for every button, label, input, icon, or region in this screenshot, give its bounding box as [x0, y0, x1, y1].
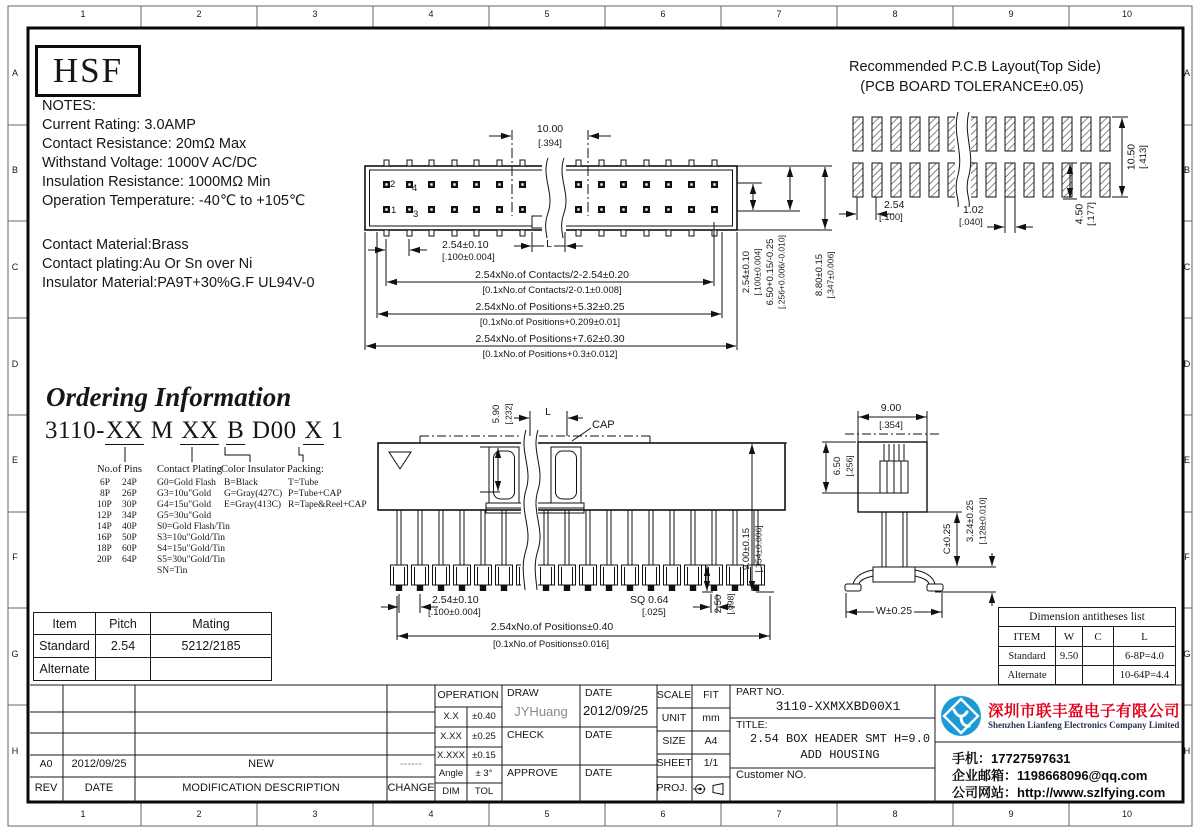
- dim-label: [.354]: [879, 420, 903, 431]
- third-angle-projection-icon: [693, 784, 723, 795]
- company-website: 公司网站：http://www.szlfying.com: [952, 785, 1166, 800]
- color-option: E=Gray(413C): [224, 500, 282, 510]
- approve-label: APPROVE: [507, 767, 558, 779]
- dim-label: 6.50: [832, 456, 844, 476]
- plating-option: S5=30u"Gold/Tin: [157, 555, 226, 565]
- dim-label: 2.54±0.10: [432, 594, 479, 606]
- table-title: Dimension antitheses list: [999, 608, 1176, 627]
- dim-label: 2.54xNo.of Contacts/2-2.54±0.20: [474, 269, 630, 281]
- ruler-col: 2: [196, 9, 202, 19]
- dim-label: 6.50+0.15/-0.25: [765, 238, 777, 306]
- pins-option: 8P: [100, 489, 111, 499]
- pin-number: 1: [391, 205, 397, 216]
- dim-label: 8.80±0.15: [814, 253, 826, 297]
- ruler-row: A: [1183, 68, 1191, 78]
- material-line: Contact Material:Brass: [42, 237, 189, 253]
- note-line: Insulation Resistance: 1000MΩ Min: [42, 174, 271, 190]
- tolerance-cell: ±0.25: [472, 731, 496, 742]
- dim-label: 9.00: [880, 402, 902, 414]
- dim-label: [.347±0.006]: [825, 251, 836, 299]
- ruler-row: B: [11, 165, 19, 175]
- table-cell: Alternate: [34, 658, 96, 681]
- packing-option: P=Tube+CAP: [288, 489, 342, 499]
- table-cell: [151, 658, 272, 681]
- dim-label: 4.50: [1073, 203, 1086, 225]
- ruler-row: C: [1183, 262, 1191, 272]
- dim-label: [.100±0.004]: [442, 252, 495, 263]
- check-label: CHECK: [507, 729, 544, 741]
- dim-label: 2.54±0.10: [741, 250, 753, 294]
- pins-option: 14P: [97, 522, 112, 532]
- partno-value: 3110-XXMXXBD00X1: [775, 699, 901, 714]
- code-part: 3110-: [45, 417, 105, 444]
- ruler-col: 10: [1121, 809, 1133, 819]
- dim-label: [.232]: [503, 403, 514, 425]
- table-cell: 5212/2185: [151, 635, 272, 658]
- tolerance-cell: ±0.40: [472, 711, 496, 722]
- table-header: ITEM: [999, 627, 1056, 647]
- plating-option: G0=Gold Flash: [157, 478, 216, 488]
- dim-label: [.100]: [879, 212, 903, 223]
- dim-label: 2.54±0.10: [442, 239, 489, 251]
- code-part-packing: X: [304, 417, 323, 444]
- partno-label: PART NO.: [736, 686, 785, 698]
- plating-option: S3=10u"Gold/Tin: [157, 533, 226, 543]
- dim-label: [.100±0.004]: [752, 248, 763, 296]
- pins-option: 6P: [100, 478, 111, 488]
- table-cell: 6-8P=4.0: [1114, 647, 1176, 666]
- drawing-title-line: ADD HOUSING: [800, 748, 880, 762]
- rev-header: DATE: [84, 782, 114, 794]
- packing-option: R=Tape&Reel+CAP: [288, 500, 367, 510]
- ruler-col: 9: [1008, 9, 1014, 19]
- tolerance-cell: ±0.15: [472, 750, 496, 761]
- scale-value: FIT: [703, 689, 719, 701]
- dim-label: [.128±0.010]: [977, 497, 988, 545]
- mating-table: [33, 612, 272, 681]
- pins-option: 12P: [97, 511, 112, 521]
- customer-label: Customer NO.: [736, 769, 807, 781]
- ruler-row: G: [11, 649, 19, 659]
- ruler-col: 1: [80, 809, 86, 819]
- pins-option: 26P: [122, 489, 137, 499]
- tolerance-cell: X.X: [443, 711, 459, 722]
- pins-option: 30P: [122, 500, 137, 510]
- table-cell: Standard: [34, 635, 96, 658]
- dim-label: SQ 0.64: [630, 594, 669, 606]
- ruler-col: 2: [196, 809, 202, 819]
- ruler-col: 5: [544, 809, 550, 819]
- date-label: DATE: [585, 729, 613, 741]
- ruler-col: 6: [660, 9, 666, 19]
- ruler-col: 4: [428, 809, 434, 819]
- dim-label: [.413]: [1138, 145, 1150, 169]
- plating-option: S4=15u"Gold/Tin: [157, 544, 226, 554]
- dim-label: [0.1xNo.of Contacts/2-0.1±0.008]: [482, 285, 622, 296]
- ruler-col: 6: [660, 809, 666, 819]
- dimension-antitheses-table: [998, 607, 1176, 685]
- company-logo-icon: [941, 696, 981, 736]
- color-option: B=Black: [224, 478, 258, 488]
- ordering-col-header: Contact Plating: [157, 464, 223, 475]
- material-line: Insulator Material:PA9T+30%G.F UL94V-0: [42, 275, 315, 291]
- pcb-subtitle: (PCB BOARD TOLERANCE±0.05): [860, 79, 1084, 95]
- table-cell: [1083, 647, 1114, 666]
- plating-option: G3=10u"Gold: [157, 489, 212, 499]
- pins-option: 34P: [122, 511, 137, 521]
- ruler-col: 3: [312, 809, 318, 819]
- hsf-logo-text: HSF: [52, 51, 124, 90]
- note-line: Operation Temperature: -40℃ to +105℃: [42, 193, 306, 209]
- dim-label: [0.1xNo.of Positions±0.016]: [492, 639, 610, 650]
- plating-option: S0=Gold Flash/Tin: [157, 522, 230, 532]
- notes-title: NOTES:: [42, 98, 96, 114]
- rev-header: MODIFICATION DESCRIPTION: [182, 782, 340, 794]
- ruler-col: 4: [428, 9, 434, 19]
- color-option: G=Gray(427C): [224, 489, 283, 499]
- company-phone: 手机：17727597631: [952, 751, 1071, 766]
- hsf-logo: [35, 45, 141, 97]
- code-part: 1: [323, 417, 344, 444]
- tolerance-cell: X.XX: [440, 731, 462, 742]
- ordering-col-header: No.of Pins: [97, 464, 142, 475]
- pins-option: 24P: [122, 478, 137, 488]
- rev-header: REV: [34, 782, 58, 794]
- pins-option: 20P: [97, 555, 112, 565]
- plating-option: SN=Tin: [157, 566, 188, 576]
- pins-option: 18P: [97, 544, 112, 554]
- date-label: DATE: [585, 687, 613, 699]
- ruler-row: C: [11, 262, 19, 272]
- dim-label: [.098]: [725, 593, 736, 615]
- table-header: L: [1114, 627, 1176, 647]
- dim-label: [.256]: [844, 455, 855, 477]
- cap-label: CAP: [592, 419, 615, 431]
- ruler-row: H: [1183, 746, 1191, 756]
- dim-label: [0.1xNo.of Positions+0.3±0.012]: [482, 349, 618, 360]
- dim-label: 2.54xNo.of Positions+7.62±0.30: [475, 333, 625, 345]
- rev-value: A0: [39, 758, 53, 770]
- table-cell: Standard: [999, 647, 1056, 666]
- title-label: TITLE:: [736, 719, 768, 731]
- ruler-row: F: [12, 552, 18, 562]
- dim-label: 1.02: [963, 204, 984, 216]
- note-line: Current Rating: 3.0AMP: [42, 117, 196, 133]
- table-header: W: [1056, 627, 1083, 647]
- pin-number: 2: [390, 179, 396, 190]
- tolerance-cell: ± 3°: [475, 768, 493, 779]
- rev-date: 2012/09/25: [71, 758, 127, 770]
- rev-description: NEW: [248, 758, 274, 770]
- note-line: Contact Resistance: 20mΩ Max: [42, 136, 247, 152]
- dim-label: 5.90: [491, 404, 503, 424]
- dim-label: 2.54xNo.of Positions±0.40: [490, 621, 614, 633]
- date-value: 2012/09/25: [583, 703, 649, 718]
- drawing-title-line: 2.54 BOX HEADER SMT H=9.0: [749, 732, 931, 746]
- dim-label: L: [545, 406, 551, 418]
- dim-label: C±0.25: [942, 523, 954, 555]
- code-part-pins: XX: [105, 417, 144, 444]
- dim-label: [.177]: [1086, 202, 1098, 226]
- sheet-label: SHEET: [656, 757, 692, 769]
- dim-label: [.256+0.006/-0.010]: [776, 235, 787, 309]
- ordering-leader-lines: [125, 447, 303, 462]
- table-cell: 10-64P=4.4: [1114, 666, 1176, 685]
- dim-label: W±0.25: [875, 605, 913, 617]
- dim-label: 2.50: [713, 594, 725, 614]
- table-cell: Alternate: [999, 666, 1056, 685]
- table-header: C: [1083, 627, 1114, 647]
- code-part: D00: [245, 417, 304, 444]
- ordering-code: [45, 417, 344, 445]
- dim-label: 10.50: [1125, 143, 1138, 171]
- size-value: A4: [704, 735, 718, 747]
- ordering-col-header: Color Insulator: [221, 464, 285, 475]
- ruler-col: 8: [892, 809, 898, 819]
- draw-label: DRAW: [507, 687, 539, 699]
- pin-number: 3: [413, 209, 419, 220]
- pins-option: 16P: [97, 533, 112, 543]
- pin-number: 4: [412, 183, 418, 194]
- ordering-col-header: Packing:: [287, 464, 324, 475]
- table-header: Item: [34, 613, 96, 635]
- dim-label: 10.00: [536, 123, 564, 135]
- draw-signature: JYHuang: [514, 704, 568, 719]
- pins-option: 60P: [122, 544, 137, 554]
- ordering-title: Ordering Information: [46, 382, 292, 412]
- operation-header: OPERATION: [437, 689, 499, 701]
- dim-label: 9.00±0.15: [741, 527, 753, 571]
- dim-label: [.394]: [538, 138, 562, 149]
- table-header: Mating: [151, 613, 272, 635]
- ruler-col: 5: [544, 9, 550, 19]
- table-cell: [1056, 666, 1083, 685]
- ruler-col: 1: [80, 9, 86, 19]
- rev-header: CHANGE: [387, 782, 435, 794]
- dim-label: [.040]: [959, 217, 983, 228]
- ruler-col: 9: [1008, 809, 1014, 819]
- ruler-row: H: [11, 746, 19, 756]
- dim-label: 3.24±0.25: [965, 499, 977, 543]
- dim-label: [.354±0.006]: [753, 525, 764, 573]
- packing-option: T=Tube: [288, 478, 319, 488]
- table-header: Pitch: [96, 613, 151, 635]
- dim-label: [0.1xNo.of Positions+0.209±0.01]: [479, 317, 621, 328]
- pins-option: 10P: [97, 500, 112, 510]
- ruler-row: G: [1183, 649, 1191, 659]
- dim-label: [.025]: [642, 607, 666, 618]
- ruler-row: D: [11, 359, 19, 369]
- table-cell: [96, 658, 151, 681]
- ruler-col: 8: [892, 9, 898, 19]
- dim-label: [.100±0.004]: [428, 607, 481, 618]
- ruler-row: F: [1184, 552, 1190, 562]
- tolerance-cell: TOL: [474, 786, 494, 797]
- table-cell: [1083, 666, 1114, 685]
- ruler-row: E: [1183, 455, 1191, 465]
- sheet-value: 1/1: [703, 757, 719, 769]
- dim-label: 2.54: [884, 199, 905, 211]
- company-name-cn: 深圳市联丰盈电子有限公司: [988, 703, 1181, 720]
- ruler-col: 3: [312, 9, 318, 19]
- ruler-row: E: [11, 455, 19, 465]
- proj-label: PROJ.: [656, 782, 688, 794]
- code-part-plating: XX: [181, 417, 219, 444]
- note-line: Withstand Voltage: 1000V AC/DC: [42, 155, 258, 171]
- pcb-title: Recommended P.C.B Layout(Top Side): [848, 59, 1102, 75]
- ruler-row: A: [11, 68, 19, 78]
- date-label: DATE: [585, 767, 613, 779]
- ruler-col: 7: [776, 809, 782, 819]
- company-name-en: Shenzhen Lianfeng Electronics Company Limited: [988, 720, 1180, 730]
- table-cell: 9.50: [1056, 647, 1083, 666]
- pins-option: 40P: [122, 522, 137, 532]
- company-email: 企业邮箱：1198668096@qq.com: [952, 768, 1148, 783]
- ruler-col: 7: [776, 9, 782, 19]
- table-cell: 2.54: [96, 635, 151, 658]
- code-part: M: [144, 417, 181, 444]
- size-label: SIZE: [662, 735, 686, 747]
- tolerance-cell: Angle: [438, 768, 464, 779]
- unit-label: UNIT: [661, 712, 687, 724]
- plating-option: G5=30u"Gold: [157, 511, 212, 521]
- dim-label: 2.54xNo.of Positions+5.32±0.25: [475, 301, 625, 313]
- unit-value: mm: [702, 712, 720, 724]
- tolerance-cell: DIM: [442, 786, 460, 797]
- ruler-row: D: [1183, 359, 1191, 369]
- rev-change: ------: [400, 758, 422, 770]
- pins-option: 64P: [122, 555, 137, 565]
- scale-label: SCALE: [656, 689, 692, 701]
- ruler-row: B: [1183, 165, 1191, 175]
- material-line: Contact plating:Au Or Sn over Ni: [42, 256, 253, 272]
- pins-option: 50P: [122, 533, 137, 543]
- tolerance-cell: X.XXX: [437, 750, 465, 761]
- dim-label: L: [546, 238, 552, 250]
- ruler-col: 10: [1121, 9, 1133, 19]
- plating-option: G4=15u"Gold: [157, 500, 212, 510]
- code-part-color: B: [227, 417, 245, 444]
